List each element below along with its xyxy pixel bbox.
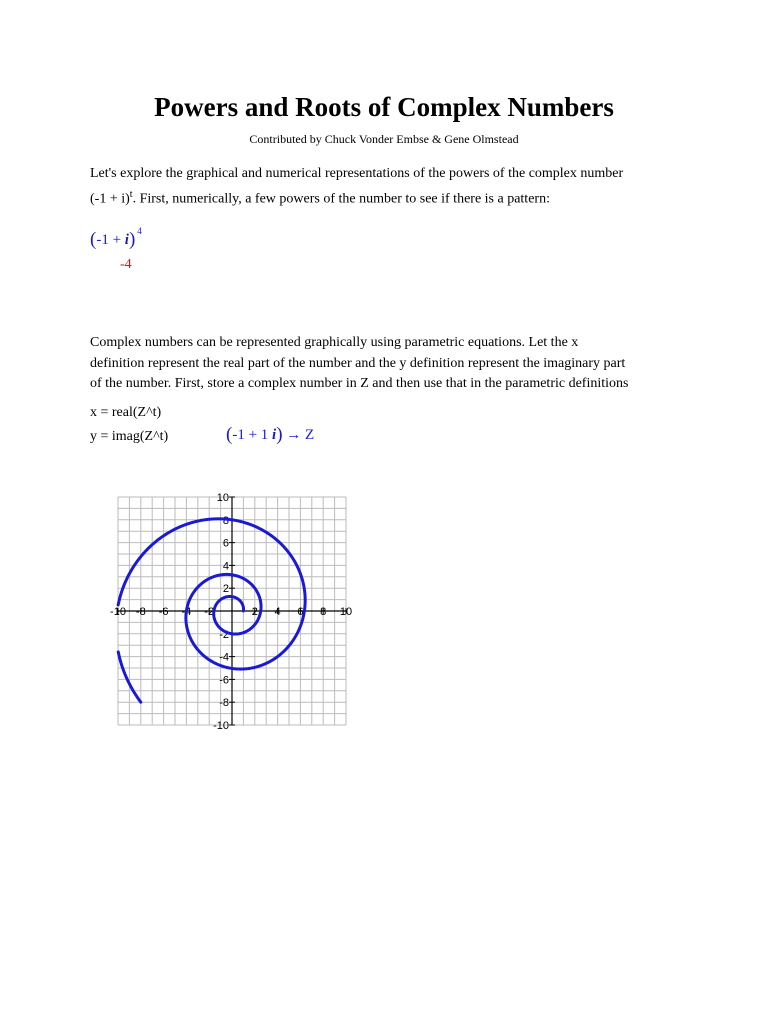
expr-open-paren: (	[90, 229, 97, 250]
y-tick-label: -4	[219, 651, 229, 664]
intro-paragraph	[90, 164, 690, 210]
store-close-paren: )	[276, 424, 283, 445]
y-tick-label: 2	[222, 583, 229, 596]
x-tick-label: 4	[274, 606, 281, 618]
x-tick-label: -2	[204, 606, 215, 618]
parametric-line-1: Complex numbers can be represented graphically using parametric equations. Let the x	[90, 335, 579, 350]
parametric-line-2: definition represent the real part of the number and the y definition represent the imaginary part	[90, 355, 626, 371]
x-tick-label: 10	[339, 606, 353, 618]
store-imag-unit: i	[272, 427, 277, 443]
y-tick-label: -2	[219, 628, 229, 641]
x-tick-label: -6	[158, 606, 169, 618]
intro-line-2	[90, 185, 690, 210]
x-tick-label: -4	[181, 606, 192, 618]
x-definition: x = real(Z^t)	[90, 405, 162, 420]
x-tick-label: 6	[297, 606, 304, 618]
expr-close-paren: )	[128, 229, 136, 250]
expr-imag-unit: i	[124, 232, 129, 248]
store-expression[interactable]	[226, 424, 314, 446]
intro-line-2-start: (-1 + i)	[90, 191, 130, 207]
y-definition: y = imag(Z^t)	[90, 429, 169, 444]
parametric-line-3: of the number. First, store a complex number in Z and then use that in the parametric definitions	[90, 376, 629, 391]
y-tick-label: 10	[216, 492, 229, 504]
y-tick-label: 6	[222, 537, 229, 550]
store-open-paren: (	[226, 424, 233, 445]
parametric-paragraph	[90, 333, 690, 395]
y-tick-label: 4	[222, 560, 229, 573]
x-tick-label: 2	[251, 606, 258, 618]
expr-exponent: 4	[137, 226, 142, 236]
x-tick-label: -10	[110, 606, 126, 618]
parametric-graph[interactable]	[100, 485, 360, 745]
intro-line-2-sup: t	[129, 188, 133, 200]
y-tick-label: 8	[222, 514, 229, 527]
y-tick-label: -6	[219, 674, 229, 687]
intro-line-2-end: . First, numerically, a few powers of the number to see if there is a pattern:	[132, 191, 550, 207]
power-result: -4	[120, 257, 132, 272]
x-tick-label: 8	[320, 606, 327, 618]
page-title: Powers and Roots of Complex Numbers	[154, 92, 614, 122]
y-tick-label: -8	[219, 697, 229, 710]
x-tick-label: -8	[135, 606, 146, 618]
intro-line-1: Let's explore the graphical and numerical representations of the powers of the complex number	[90, 166, 624, 181]
store-inner: -1 + 1	[232, 427, 273, 443]
page-subtitle: Contributed by Chuck Vonder Embse & Gene Olmstead	[249, 132, 519, 146]
y-tick-label: -10	[213, 720, 229, 732]
store-arrow: → Z	[282, 427, 315, 443]
expr-inner: -1 +	[96, 232, 125, 248]
power-expression[interactable]	[90, 226, 142, 251]
